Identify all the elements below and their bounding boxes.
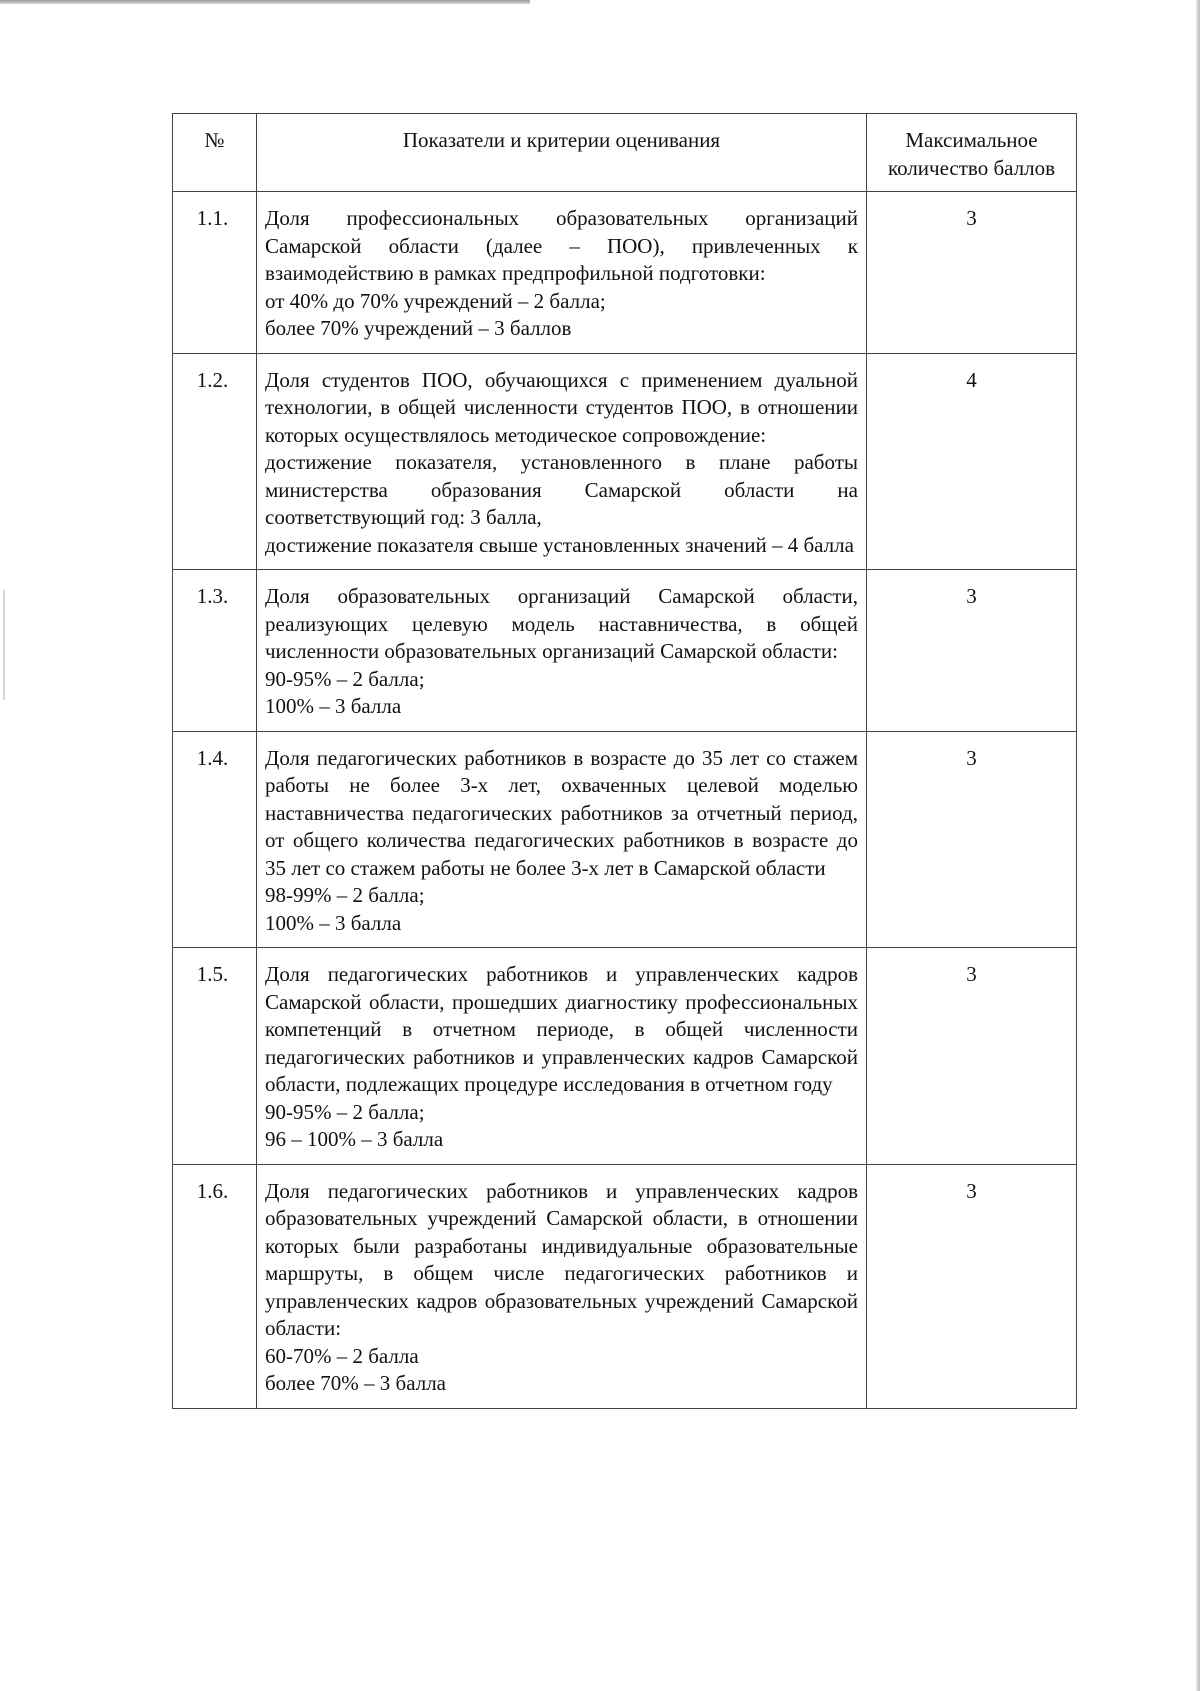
row-description: Доля образовательных организаций Самарской области, реализующих целевую модель наставничества, в общей численности образовательных организаций Самарской области: xyxy=(265,584,858,663)
scan-mark-left xyxy=(3,590,5,700)
row-description: Доля педагогических работников и управленческих кадров Самарской области, прошедших диагностику профессиональных компетенций в отчетном периоде, в общей численности педагогических работников и управленческих кадров Самарской области, подлежащих процедуре исследования в отчетном году xyxy=(265,962,858,1096)
row-score-rule: 60-70% – 2 балла xyxy=(265,1343,419,1368)
row-score-rule: достижение показателя свыше установленных значений – 4 балла xyxy=(265,532,854,557)
row-criteria xyxy=(257,1164,867,1408)
row-criteria xyxy=(257,353,867,570)
row-criteria xyxy=(257,192,867,354)
table-header-row xyxy=(173,114,1077,192)
row-score-rule: 100% – 3 балла xyxy=(265,694,402,718)
header-number: № xyxy=(173,114,257,192)
row-description: Доля педагогических работников в возрасте до 35 лет со стажем работы не более 3-х лет, охваченных целевой моделью наставничества педагогических работников за отчетный период, от общего количества педагогических работников в возрасте до 35 лет со стажем работы не более 3-х лет в Самарской области xyxy=(265,745,858,880)
row-score-rule: 98-99% – 2 балла; xyxy=(265,883,425,907)
row-max-score: 3 xyxy=(867,1164,1077,1408)
row-number: 1.3. xyxy=(173,570,257,732)
row-max-score: 3 xyxy=(867,731,1077,948)
scan-edge-right xyxy=(1196,0,1200,1691)
row-score-rule: 90-95% – 2 балла; xyxy=(265,666,425,691)
row-number: 1.1. xyxy=(173,192,257,354)
table-row xyxy=(173,353,1077,570)
row-description: Доля педагогических работников и управленческих кадров образовательных учреждений Самарской области, в отношении которых были разработаны индивидуальные образовательные маршруты, в общем числе педагогических работников и управленческих кадров образовательных учреждений Самарской области: xyxy=(265,1178,858,1340)
table-row xyxy=(173,1164,1077,1408)
table-row xyxy=(173,192,1077,354)
row-score-rule: достижение показателя, установленного в плане работы министерства образования Самарской области на соответствующий год: 3 балла, xyxy=(265,450,858,529)
row-score-rule: от 40% до 70% учреждений – 2 балла; xyxy=(265,288,606,313)
row-criteria xyxy=(257,570,867,732)
row-score-rule: 90-95% – 2 балла; xyxy=(265,1099,425,1124)
row-max-score: 3 xyxy=(867,570,1077,732)
header-max-line1: Максимальное xyxy=(905,128,1038,152)
table-row xyxy=(173,948,1077,1165)
row-max-score: 4 xyxy=(867,353,1077,570)
table-row xyxy=(173,731,1077,948)
scan-edge-top xyxy=(0,0,530,4)
row-score-rule: более 70% учреждений – 3 баллов xyxy=(265,316,572,340)
row-criteria xyxy=(257,948,867,1165)
criteria-table xyxy=(172,113,1077,1409)
row-description: Доля профессиональных образовательных организаций Самарской области (далее – ПОО), привлеченных к взаимодействию в рамках предпрофильной подготовки: xyxy=(265,206,858,285)
header-max-line2: количество баллов xyxy=(887,156,1056,180)
header-max-score xyxy=(867,114,1077,192)
row-score-rule: более 70% – 3 балла xyxy=(265,1371,446,1395)
row-number: 1.5. xyxy=(173,948,257,1165)
row-number: 1.6. xyxy=(173,1164,257,1408)
row-max-score: 3 xyxy=(867,192,1077,354)
row-number: 1.2. xyxy=(173,353,257,570)
row-number: 1.4. xyxy=(173,731,257,948)
row-max-score: 3 xyxy=(867,948,1077,1165)
row-score-rule: 96 – 100% – 3 балла xyxy=(265,1127,444,1151)
row-criteria xyxy=(257,731,867,948)
table-row xyxy=(173,570,1077,732)
row-description: Доля студентов ПОО, обучающихся с применением дуальной технологии, в общей численности студентов ПОО, в отношении которых осуществлялось методическое сопровождение: xyxy=(265,367,858,447)
row-score-rule: 100% – 3 балла xyxy=(265,910,402,935)
header-criteria: Показатели и критерии оценивания xyxy=(257,114,867,192)
